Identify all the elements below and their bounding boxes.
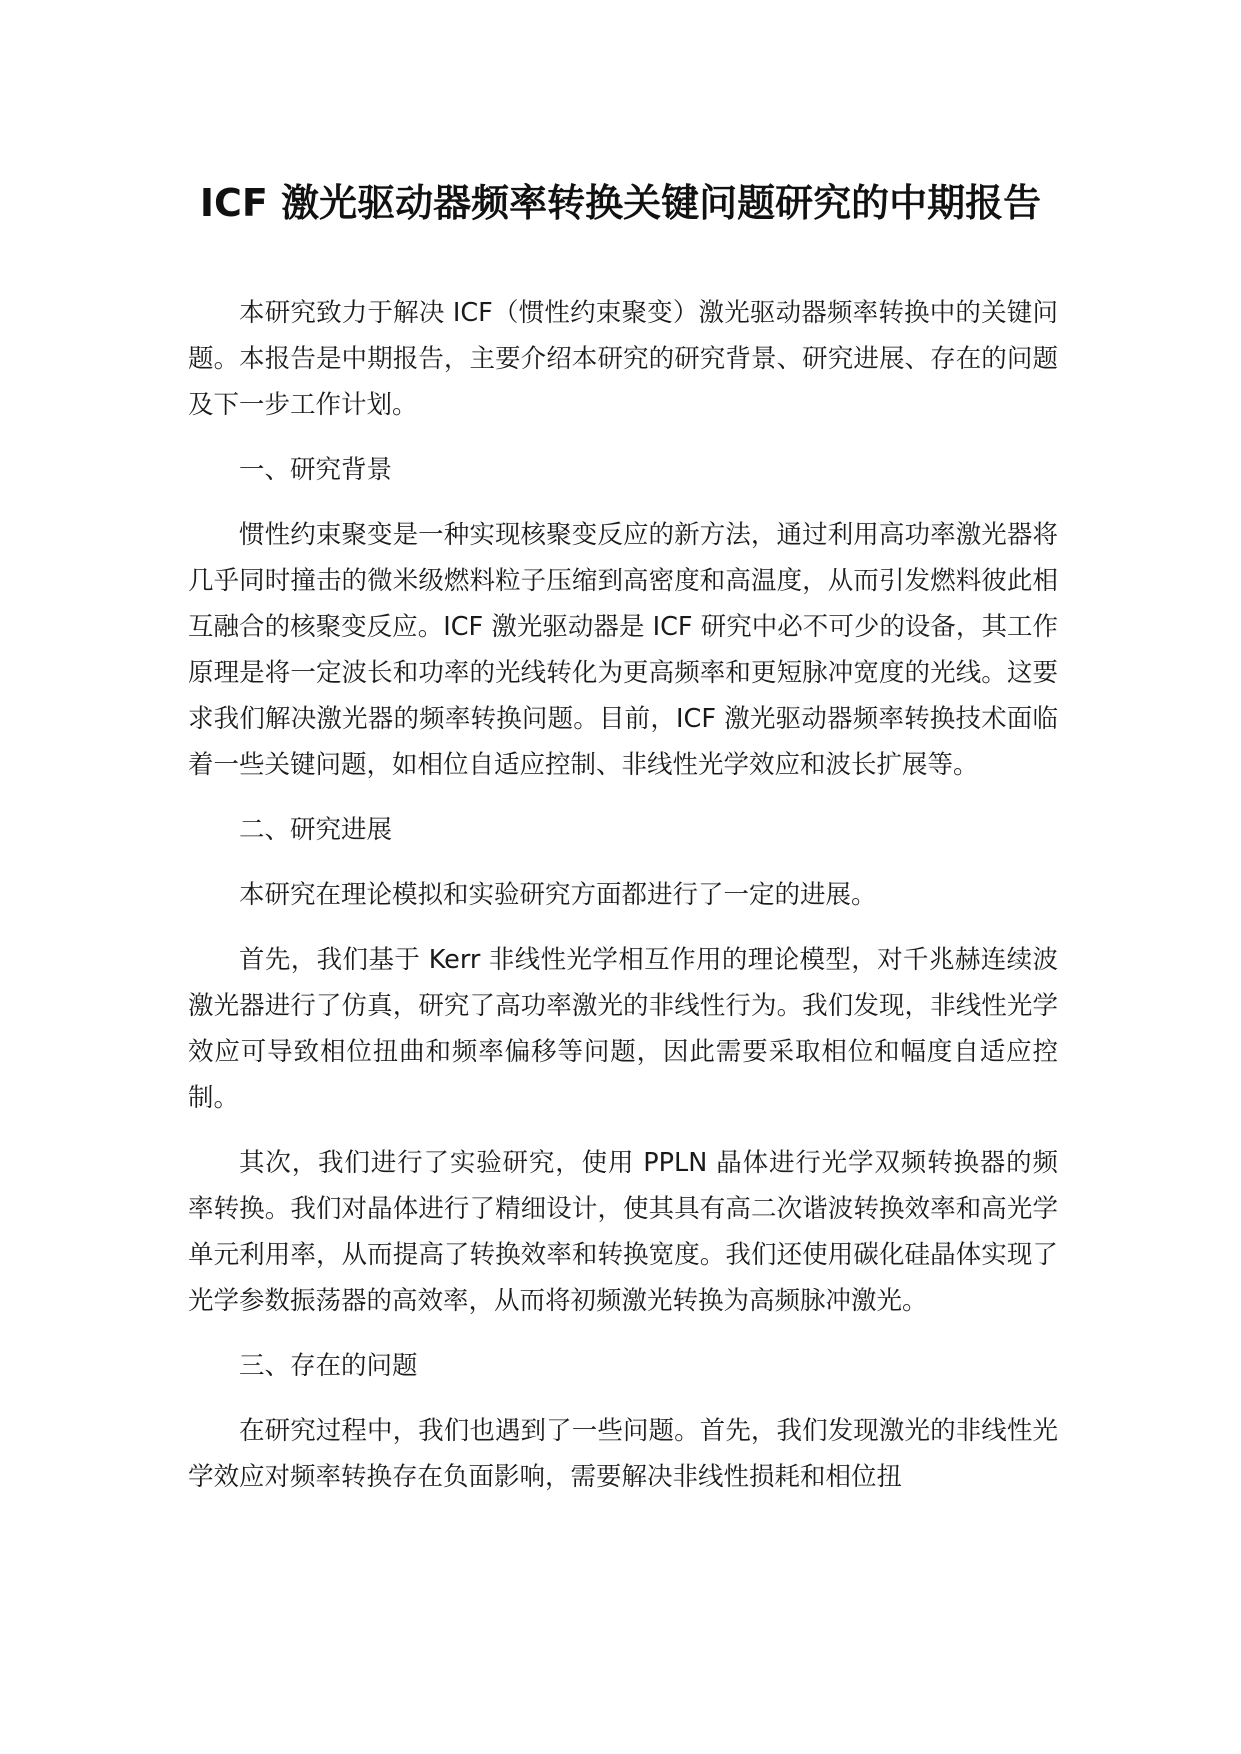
intro-paragraph: 本研究致力于解决 ICF（惯性约束聚变）激光驱动器频率转换中的关键问题。本报告是中期报告，主要介绍本研究的研究背景、研究进展、存在的问题及下一步工作计划。 bbox=[188, 298, 1058, 420]
section-heading-progress: 二、研究进展 bbox=[239, 815, 393, 845]
document-title: ICF 激光驱动器频率转换关键问题研究的中期报告 bbox=[199, 181, 1042, 225]
progress-experiment-paragraph: 其次，我们进行了实验研究，使用 PPLN 晶体进行光学双频转换器的频率转换。我们对晶体进行了精细设计，使其具有高二次谐波转换效率和高光学单元利用率，从而提高了转换效率和转换宽度。我们还使用碳化硅晶体实现了光学参数振荡器的高效率，从而将初频激光转换为高频脉冲激光。 bbox=[188, 1148, 1058, 1316]
problems-paragraph: 在研究过程中，我们也遇到了一些问题。首先，我们发现激光的非线性光学效应对频率转换存在负面影响，需要解决非线性损耗和相位扭 bbox=[188, 1416, 1058, 1492]
section-heading-background: 一、研究背景 bbox=[239, 455, 393, 485]
section-heading-problems: 三、存在的问题 bbox=[239, 1351, 418, 1381]
background-paragraph: 惯性约束聚变是一种实现核聚变反应的新方法，通过利用高功率激光器将几乎同时撞击的微米级燃料粒子压缩到高密度和高温度，从而引发燃料彼此相互融合的核聚变反应。ICF 激光驱动器是 ICF 研究中必不可少的设备，其工作原理是将一定波长和功率的光线转化为更高频率和更短脉冲宽度的光线。这要求我们解决激光器的频率转换问题。目前，ICF 激光驱动器频率转换技术面临着一些关键问题，如相位自适应控制、非线性光学效应和波长扩展等。 bbox=[188, 520, 1058, 780]
progress-intro-paragraph: 本研究在理论模拟和实验研究方面都进行了一定的进展。 bbox=[239, 880, 877, 910]
document-body bbox=[188, 290, 1058, 1519]
progress-simulation-paragraph: 首先，我们基于 Kerr 非线性光学相互作用的理论模型，对千兆赫连续波激光器进行了仿真，研究了高功率激光的非线性行为。我们发现，非线性光学效应可导致相位扭曲和频率偏移等问题，因此需要采取相位和幅度自适应控制。 bbox=[188, 945, 1058, 1113]
